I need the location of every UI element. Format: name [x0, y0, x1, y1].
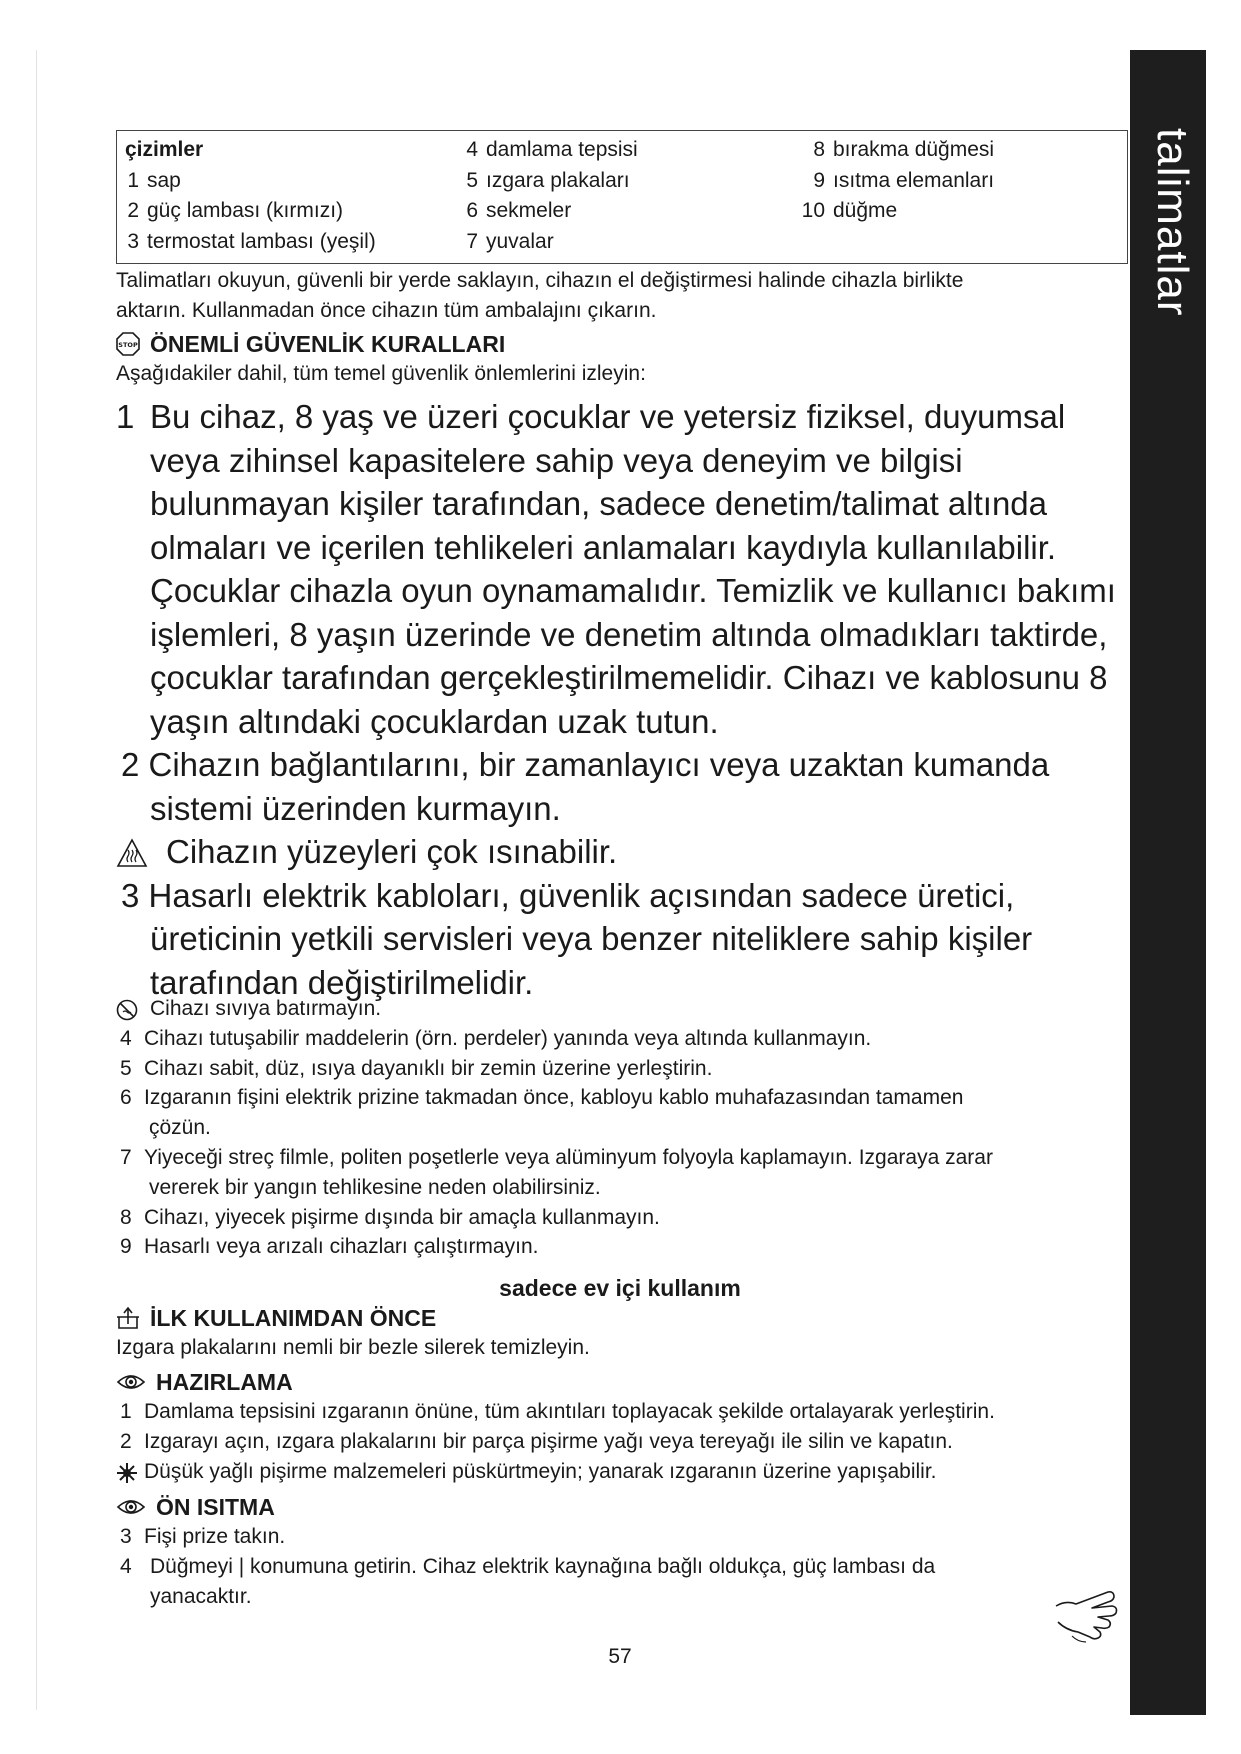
parts-column-1 — [125, 135, 376, 257]
page-edge-line — [36, 50, 37, 1710]
safety-heading — [116, 329, 505, 359]
parts-item: 1 sap — [127, 168, 181, 192]
list-item: 4 Cihazı tutuşabilir maddelerin (örn. perdeler) yanında veya altında kullanmayın. — [120, 1026, 872, 1050]
tip-item: Düşük yağlı pişirme malzemeleri püskürtmeyin; yanarak ızgaranın üzerine yapışabilir. — [116, 1457, 995, 1487]
parts-box — [116, 130, 1128, 264]
list-item: 3 Fişi prize takın. — [120, 1525, 286, 1548]
household-use-note: sadece ev içi kullanım — [499, 1275, 741, 1301]
svg-text:STOP: STOP — [118, 341, 138, 349]
list-item: 6 Izgaranın fişini elektrik prizine takmadan önce, kabloyu kablo muhafazasından tamamen çözün. — [120, 1086, 964, 1140]
parts-column-3 — [799, 135, 994, 227]
preheat-heading: ÖN ISITMA — [116, 1492, 275, 1522]
tip-star-icon — [116, 1462, 138, 1493]
small-warnings — [116, 994, 993, 1262]
preheat-list — [116, 1522, 935, 1611]
list-item: 2 Izgarayı açın, ızgara plakalarını bir parça pişirme yağı veya tereyağı ile silin ve kapatın. — [120, 1429, 953, 1453]
parts-item: 2 güç lambası (kırmızı) — [127, 199, 344, 222]
warning-item-1: 1 Bu cihaz, 8 yaş ve üzeri çocuklar ve yetersiz fiziksel, duyumsal veya zihinsel kapasitelere sahip veya deneyim ve bilgisi bulunmayan kişiler tarafından, sadece denetim/talimat altında olmaları ve içerilen tehlikeleri anlamaları kaydıyla kullanılabilir. Çocuklar cihazla oyun oynamamalıdır. Temizlik ve kullanıcı bakımı işlemleri, 8 yaşın üzerinde ve denetim altında olmadıkları taktirde, çocuklar tarafından gerçekleştirilmemelidir. Cihazı ve kablosunu 8 yaşın altındaki çocuklardan uzak tutun. — [116, 398, 1116, 740]
side-tab-label: talimatlar — [1148, 128, 1197, 317]
parts-item: 7 yuvalar — [466, 229, 554, 253]
list-item: 5 Cihazı sabit, düz, ısıya dayanıklı bir zemin üzerine yerleştirin. — [120, 1056, 713, 1080]
stop-icon — [116, 332, 140, 356]
safety-subtitle: Aşağıdakiler dahil, tüm temel güvenlik önlemlerini izleyin: — [116, 362, 646, 385]
list-item: 8 Cihazı, yiyecek pişirme dışında bir amaçla kullanmayın. — [120, 1205, 660, 1229]
parts-column-2 — [464, 135, 638, 257]
first-use-heading: İLK KULLANIMDAN ÖNCE — [116, 1303, 436, 1333]
list-item: 7 Yiyeceği streç filmle, politen poşetlerle veya alüminyum folyoyla kaplamayın. Izgaraya zarar vererek bir yangın tehlikesine neden olabilirsiniz. — [120, 1145, 993, 1199]
warning-item-3: 3 Hasarlı elektrik kabloları, güvenlik açısından sadece üretici, üreticinin yetkili servisleri veya benzer niteliklere sahip kişiler tarafından değiştirilmelidir. — [121, 876, 1033, 1001]
no-immerse-warning: Cihazı sıvıya batırmayın. — [116, 994, 993, 1024]
intro-line: aktarın. Kullanmadan önce cihazın tüm ambalajını çıkarın. — [116, 299, 657, 322]
unpack-icon — [116, 1306, 140, 1330]
eye-icon — [116, 1497, 146, 1517]
parts-item: 8 bırakma düğmesi — [813, 138, 995, 161]
list-item: 9 Hasarlı veya arızalı cihazları çalıştırmayın. — [120, 1235, 539, 1259]
parts-item: 3 termostat lambası (yeşil) — [127, 229, 376, 253]
preparation-heading: HAZIRLAMA — [116, 1367, 293, 1397]
parts-item: 10 düğme — [801, 199, 898, 222]
preparation-list — [116, 1397, 995, 1486]
page-number: 57 — [608, 1645, 632, 1668]
safety-heading-text: ÖNEMLİ GÜVENLİK KURALLARI — [150, 331, 506, 357]
parts-item: 6 sekmeler — [466, 199, 572, 222]
list-item: 1 Damlama tepsisini ızgaranın önüne, tüm akıntıları toplayacak şekilde ortalayarak yerleştirin. — [120, 1400, 995, 1423]
parts-item: 4 damlama tepsisi — [466, 138, 638, 161]
hot-surface-icon — [116, 835, 148, 879]
first-use-text: Izgara plakalarını nemli bir bezle silerek temizleyin. — [116, 1336, 590, 1359]
list-item: 4 Düğmeyi | konumuna getirin. Cihaz elektrik kaynağına bağlı oldukça, güç lambası da yanacaktır. — [120, 1554, 936, 1608]
hot-surface-warning: Cihazın yüzeyleri çok ısınabilir. — [116, 830, 1116, 874]
parts-item: 5 ızgara plakaları — [466, 168, 630, 192]
intro-text — [116, 266, 963, 326]
intro-line: Talimatları okuyun, güvenli bir yerde saklayın, cihazın el değiştirmesi halinde cihazla birlikte — [116, 269, 964, 292]
parts-item: 9 ısıtma elemanları — [813, 168, 995, 192]
turn-page-hand-icon — [1052, 1586, 1120, 1653]
eye-icon — [116, 1372, 146, 1392]
large-warnings — [116, 395, 1116, 1004]
parts-title: çizimler — [125, 138, 204, 161]
warning-item-2: 2 Cihazın bağlantılarını, bir zamanlayıcı veya uzaktan kumanda sistemi üzerinden kurmayın. — [121, 746, 1050, 827]
